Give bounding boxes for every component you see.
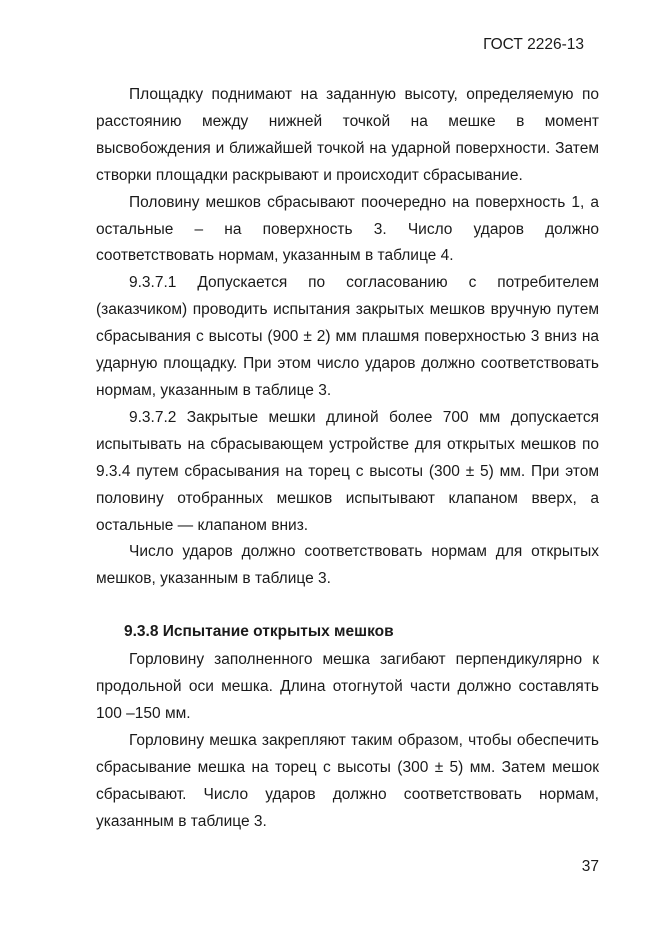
document-standard-number: ГОСТ 2226-13 xyxy=(483,36,584,53)
paragraph: 9.3.7.1 Допускается по согласованию с потребителем (заказчиком) проводить испытания закрытых мешков вручную путем сбрасывания с высоты (900 ± 2) мм плашмя поверхностью 3 вниз на ударную площадку. При этом число ударов должно соответствовать нормам, указанным в таблице 3. xyxy=(96,274,599,399)
paragraph: 9.3.7.2 Закрытые мешки длиной более 700 мм допускается испытывать на сбрасывающем устройстве для открытых мешков по 9.3.4 путем сбрасывания на торец с высоты (300 ± 5) мм. При этом половину отобранных мешков испытывают клапаном вверх, а остальные — клапаном вниз. xyxy=(96,408,599,534)
paragraph: Половину мешков сбрасывают поочередно на поверхность 1, а остальные – на поверхность 3. Число ударов должно соответствовать нормам, указанным в таблице 4. xyxy=(96,193,599,265)
page-number: 37 xyxy=(581,858,599,875)
document-body xyxy=(96,82,599,836)
paragraph: Число ударов должно соответствовать нормам для открытых мешков, указанным в таблице 3. xyxy=(96,543,599,588)
paragraph: Площадку поднимают на заданную высоту, определяемую по расстоянию между нижней точкой на мешке в момент высвобождения и ближайшей точкой на ударной поверхности. Затем створки площадки раскрывают и происходит сбрасывание. xyxy=(96,86,599,184)
section-heading: 9.3.8 Испытание открытых мешков xyxy=(124,623,394,641)
paragraph: Горловину заполненного мешка загибают перпендикулярно к продольной оси мешка. Длина отогнутой части должно составлять 100 –150 мм. xyxy=(96,651,599,723)
paragraph: Горловину мешка закрепляют таким образом, чтобы обеспечить сбрасывание мешка на торец с высоты (300 ± 5) мм. Затем мешок сбрасывают. Число ударов должно соответствовать нормам, указанным в таблице 3. xyxy=(96,731,599,830)
